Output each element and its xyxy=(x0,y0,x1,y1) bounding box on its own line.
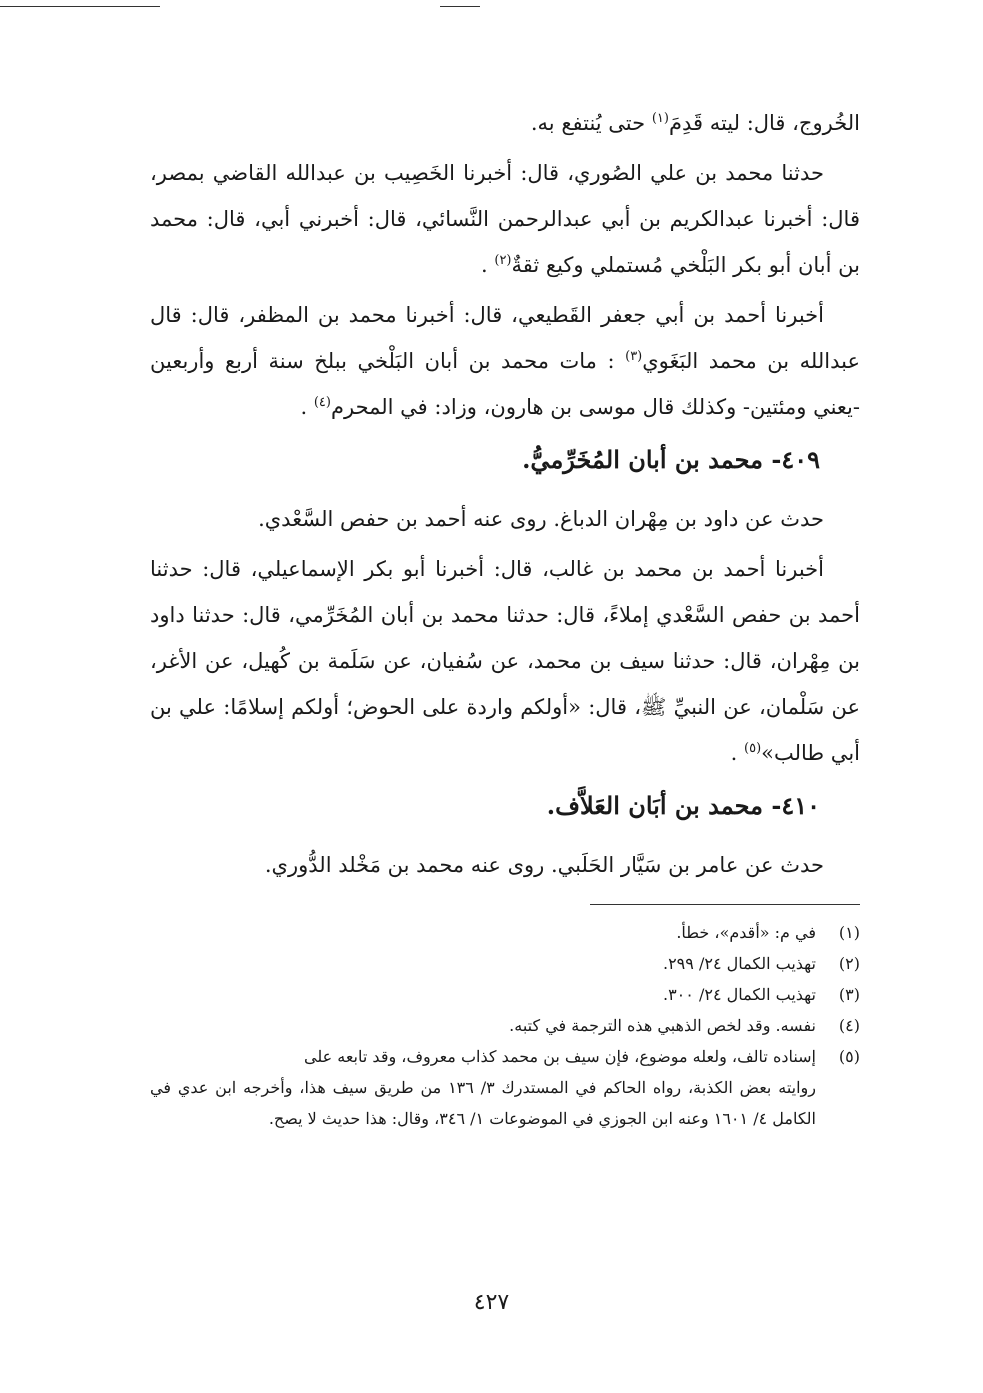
footnote-text: تهذيب الكمال ٢٤/ ٢٩٩. xyxy=(662,954,816,973)
footnote-number: (٥) xyxy=(838,1047,860,1066)
paragraph-sury-narration: حدثنا محمد بن علي الصُوري، قال: أخبرنا الخَصِيب بن عبدالله القاضي بمصر، قال: أخبرنا عبدالكريم بن أبي عبدالرحمن النَّسائي، قال: أخبرني أبي، قال: محمد بن أبان أبو بكر البَلْخي مُستملي وكيع ثقةٌ$^{(٢)}$ . xyxy=(150,161,860,277)
page-body xyxy=(150,100,860,1134)
footnote-3 xyxy=(150,979,860,1010)
paragraph-continuation: الخُروج، قال: ليته قَدِمَ$^{(١)}$ حتى يُنتفع به. xyxy=(530,111,860,135)
footnote-text: في م: «أقدم»، خطأ. xyxy=(676,923,816,942)
entry-heading-410: ٤١٠- محمد بن أبَان العَلاَّف. xyxy=(546,791,820,820)
scan-edge-line-center xyxy=(440,6,480,7)
footnote-5 xyxy=(150,1041,860,1072)
footnote-2 xyxy=(150,948,860,979)
footnote-number: (٤) xyxy=(838,1016,860,1035)
footnote-ref-1[interactable]: (١) xyxy=(651,111,669,126)
footnote-number: (٣) xyxy=(838,985,860,1004)
page-number: ٤٢٧ xyxy=(473,1290,510,1315)
footnote-ref-3[interactable]: (٣) xyxy=(625,349,643,364)
paragraph-409-summary: حدث عن داود بن مِهْران الدباغ. روى عنه أحمد بن حفص السَّعْدي. xyxy=(258,507,824,531)
paragraph-qatii-narration: أخبرنا أحمد بن أبي جعفر القَطيعي، قال: أخبرنا محمد بن المظفر، قال: قال عبدالله بن محمد البَغَوي$^{(٣)}$ : مات محمد بن أبان البَلْخي ببلخ سنة أربع وأربعين -يعني ومئتين- وكذلك قال موسى بن هارون، وزاد: في المحرم$^{(٤)}$ . xyxy=(150,303,860,419)
footnote-4 xyxy=(150,1010,860,1041)
paragraph-410-summary: حدث عن عامر بن سَيَّار الحَلَبي. روى عنه محمد بن مَخْلد الدُّوري. xyxy=(264,853,824,877)
footnote-ref-5[interactable]: (٥) xyxy=(744,741,762,756)
footnote-ref-2[interactable]: (٢) xyxy=(494,253,512,268)
scan-edge-line-left xyxy=(0,6,160,7)
paragraph-409-hadith: أخبرنا أحمد بن محمد بن غالب، قال: أخبرنا أبو بكر الإسماعيلي، قال: حدثنا أحمد بن حفص السَّعْدي إملاءً، قال: حدثنا محمد بن أبان المُخَرِّمي، قال: حدثنا داود بن مِهْران، قال: حدثنا سيف بن محمد، عن سُفيان، عن سَلَمة بن كُهيل، عن الأغر، عن سَلْمان، عن النبيِّ ﷺ، قال: «أولكم واردة على الحوض؛ أولكم إسلامًا: علي بن أبي طالب»$^{(٥)}$ . xyxy=(150,557,860,765)
footnote-5-continuation: روايته بعض الكذبة، رواه الحاكم في المستدرك ٣/ ١٣٦ من طريق سيف هذا، وأخرجه ابن عدي في الكامل ٤/ ١٦٠١ وعنه ابن الجوزي في الموضوعات ١/ ٣٤٦، وقال: هذا حديث لا يصح. xyxy=(150,1078,816,1128)
footnote-number: (٢) xyxy=(838,954,860,973)
footnote-1 xyxy=(150,917,860,948)
footnote-number: (١) xyxy=(838,923,860,942)
entry-heading-409: ٤٠٩- محمد بن أبان المُخَرِّميُّ. xyxy=(522,445,820,474)
footnote-divider xyxy=(590,904,860,905)
footnote-ref-4[interactable]: (٤) xyxy=(313,395,331,410)
footnote-text: نفسه. وقد لخص الذهبي هذه الترجمة في كتبه. xyxy=(509,1016,816,1035)
footnote-text: تهذيب الكمال ٢٤/ ٣٠٠. xyxy=(662,985,816,1004)
footnotes xyxy=(150,917,860,1134)
footnote-text: إسناده تالف، ولعله موضوع، فإن سيف بن محمد كذاب معروف، وقد تابعه على xyxy=(303,1047,816,1066)
